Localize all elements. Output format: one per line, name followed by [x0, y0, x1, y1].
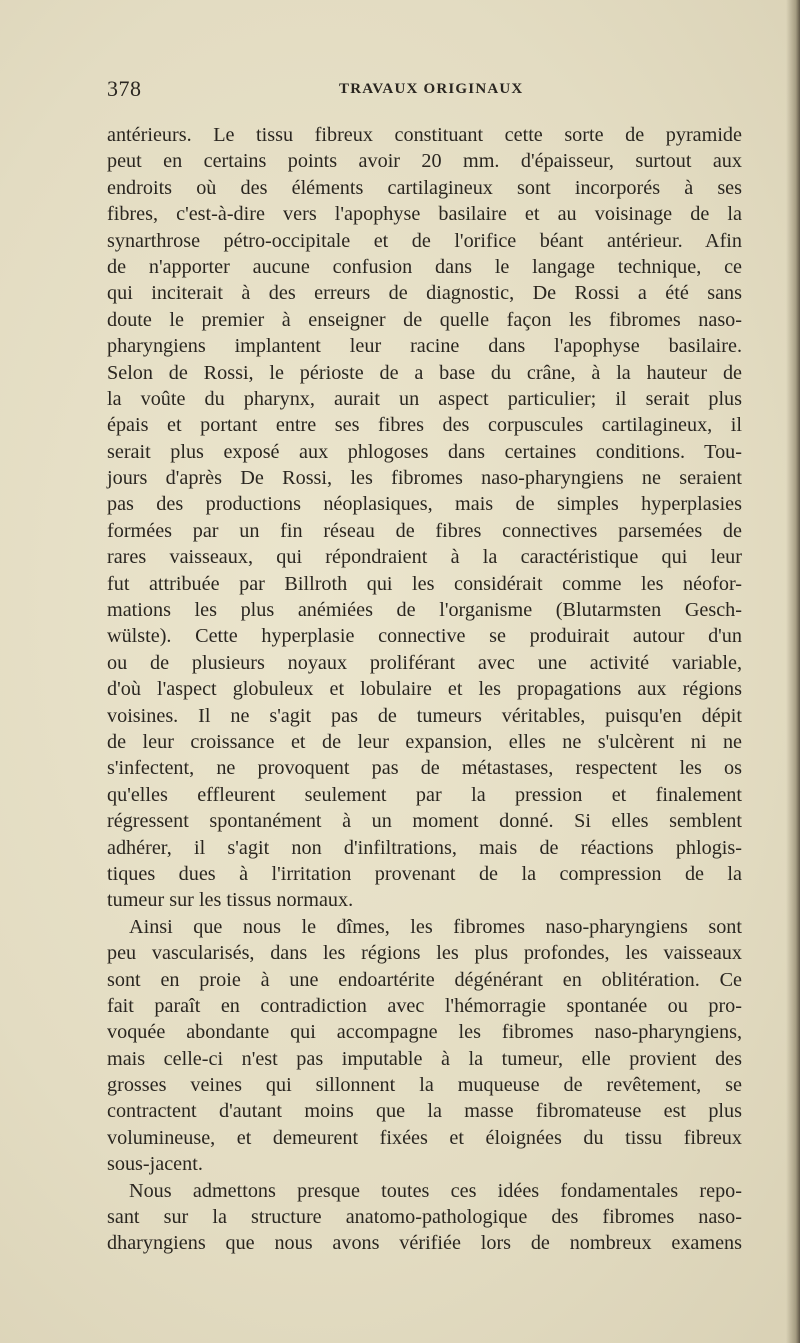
text-line: tiques dues à l'irritation provenant de la compression de la	[107, 862, 742, 885]
text-line: formées par un fin réseau de fibres connectives parsemées de	[107, 519, 742, 542]
body-text	[107, 122, 742, 1257]
text-line: la voûte du pharynx, aurait un aspect particulier; il serait plus	[107, 387, 742, 410]
text-line: fibres, c'est-à-dire vers l'apophyse basilaire et au voisinage de la	[107, 203, 742, 226]
text-line: grosses veines qui sillonnent la muqueuse de revêtement, se	[107, 1074, 742, 1097]
page-header	[107, 76, 742, 104]
text-line: Nous admettons presque toutes ces idées fondamentales repo-	[129, 1179, 742, 1202]
text-line: s'infectent, ne provoquent pas de métastases, respectent les os	[107, 757, 742, 780]
text-line: fait paraît en contradiction avec l'hémorragie spontanée ou pro-	[107, 994, 742, 1017]
text-line: qu'elles effleurent seulement par la pression et finalement	[107, 783, 742, 806]
text-line: d'où l'aspect globuleux et lobulaire et les propagations aux régions	[107, 678, 742, 701]
text-line: dharyngiens que nous avons vérifiée lors de nombreux examens	[107, 1232, 742, 1255]
text-line: voisines. Il ne s'agit pas de tumeurs véritables, puisqu'en dépit	[107, 704, 742, 727]
text-line: rares vaisseaux, qui répondraient à la caractéristique qui leur	[107, 546, 742, 569]
text-line: endroits où des éléments cartilagineux sont incorporés à ses	[107, 176, 742, 199]
text-line: serait plus exposé aux phlogoses dans certaines conditions. Tou-	[107, 440, 742, 463]
text-line: peu vascularisés, dans les régions les plus profondes, les vaisseaux	[107, 942, 742, 965]
text-line: doute le premier à enseigner de quelle façon les fibromes naso-	[107, 308, 742, 331]
text-line: Selon de Rossi, le périoste de a base du crâne, à la hauteur de	[107, 361, 742, 384]
text-line: antérieurs. Le tissu fibreux constituant cette sorte de pyramide	[107, 124, 742, 146]
text-line: qui inciterait à des erreurs de diagnostic, De Rossi a été sans	[107, 282, 742, 305]
text-line: Ainsi que nous le dîmes, les fibromes naso-pharyngiens sont	[129, 915, 742, 938]
text-line: sant sur la structure anatomo-pathologique des fibromes naso-	[107, 1206, 742, 1229]
text-line: peut en certains points avoir 20 mm. d'épaisseur, surtout aux	[107, 150, 742, 173]
text-line: mais celle-ci n'est pas imputable à la tumeur, elle provient des	[107, 1047, 742, 1070]
text-line: adhérer, il s'agit non d'infiltrations, mais de réactions phlogis-	[107, 836, 742, 859]
text-line: wülste). Cette hyperplasie connective se produirait autour d'un	[107, 625, 742, 648]
text-line: épais et portant entre ses fibres des corpuscules cartilagineux, il	[107, 414, 742, 437]
text-line: voquée abondante qui accompagne les fibromes naso-pharyngiens,	[107, 1021, 742, 1044]
text-line: fut attribuée par Billroth qui les considérait comme les néofor-	[107, 572, 742, 595]
text-line: sont en proie à une endoartérite dégénérant en oblitération. Ce	[107, 968, 742, 991]
text-line: pas des productions néoplasiques, mais de simples hyperplasies	[107, 493, 742, 516]
text-line: mations les plus anémiées de l'organisme (Blutarmsten Gesch-	[107, 599, 742, 622]
page-edge-shadow	[786, 0, 800, 1343]
text-line: de n'apporter aucune confusion dans le langage technique, ce	[107, 255, 742, 278]
text-line: pharyngiens implantent leur racine dans l'apophyse basilaire.	[107, 335, 742, 358]
text-line: jours d'après De Rossi, les fibromes naso-pharyngiens ne seraient	[107, 467, 742, 490]
text-line: volumineuse, et demeurent fixées et éloignées du tissu fibreux	[107, 1126, 742, 1149]
text-line: tumeur sur les tissus normaux.	[107, 889, 354, 912]
text-line: sous-jacent.	[107, 1153, 203, 1176]
page-number: 378	[107, 76, 142, 101]
text-line: contractent d'autant moins que la masse fibromateuse est plus	[107, 1100, 742, 1123]
text-line: de leur croissance et de leur expansion, elles ne s'ulcèrent ni ne	[107, 730, 742, 753]
text-line: synarthrose pétro-occipitale et de l'orifice béant antérieur. Afin	[107, 229, 742, 252]
running-head: TRAVAUX ORIGINAUX	[339, 81, 524, 97]
text-line: régressent spontanément à un moment donné. Si elles semblent	[107, 810, 742, 833]
text-line: ou de plusieurs noyaux proliférant avec une activité variable,	[107, 651, 742, 674]
